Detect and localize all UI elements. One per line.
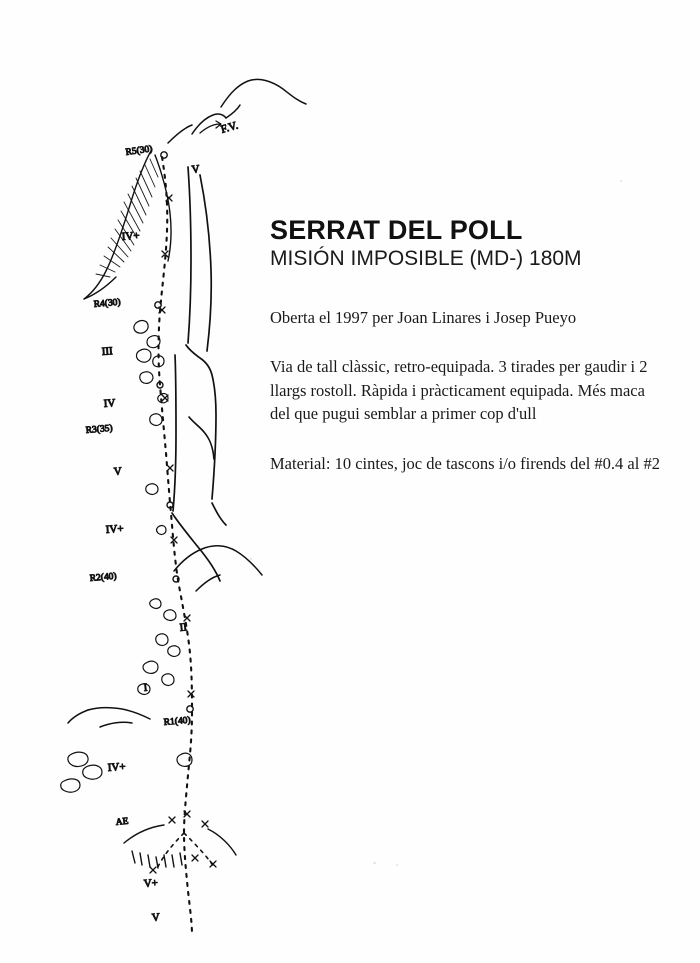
route-line	[159, 157, 193, 935]
route-topo-drawing	[40, 55, 310, 945]
page-title: SERRAT DEL POLL	[270, 215, 523, 245]
summit-ridge	[168, 79, 306, 143]
svg-text:V: V	[113, 465, 123, 478]
topo-labels	[85, 143, 200, 924]
paper-speck	[250, 558, 252, 560]
route-info-panel	[270, 215, 670, 475]
svg-text:R3(35): R3(35)	[85, 423, 114, 436]
gear-list-text: Material: 10 cintes, joc de tascons i/o firends del #0.4 al #2	[270, 453, 660, 473]
svg-text:R4(30): R4(30)	[93, 297, 122, 310]
ground-line	[124, 825, 236, 868]
rock-edges	[172, 167, 226, 581]
paper-speck	[396, 864, 398, 866]
exit-arrow	[200, 121, 221, 133]
svg-text:I: I	[143, 681, 148, 694]
svg-text:IV: IV	[103, 397, 116, 410]
upper-buttress	[84, 149, 171, 299]
belay-points	[155, 152, 193, 712]
svg-text:AE: AE	[115, 816, 129, 828]
svg-text:IV+: IV+	[105, 522, 124, 536]
svg-text:V+: V+	[143, 877, 159, 890]
svg-text:II: II	[179, 621, 188, 634]
buttress-hatching	[96, 159, 158, 277]
svg-text:R1(40): R1(40)	[163, 715, 192, 728]
svg-text:V: V	[151, 911, 161, 924]
route-description-text: Via de tall clàssic, retro-equipada. 3 tirades per gaudir i 2 llargs rostoll. Ràpida i pràcticament equipada. Més maca del que pugui semblar a primer cop d'ull	[270, 357, 648, 424]
svg-text:IV+: IV+	[121, 229, 140, 243]
svg-text:R5(30): R5(30)	[125, 144, 154, 158]
paper-speck	[373, 862, 376, 864]
route-subtitle: MISIÓN IMPOSIBLE (MD-) 180M	[270, 247, 582, 271]
paper-speck	[620, 180, 622, 182]
svg-text:III: III	[101, 345, 114, 358]
svg-text:V: V	[191, 163, 201, 176]
svg-text:R2(40): R2(40)	[89, 571, 118, 584]
exit-label: F.V.	[219, 119, 240, 136]
first-ascent-text: Oberta el 1997 per Joan Linares i Josep Pueyo	[270, 308, 577, 327]
svg-text:IV+: IV+	[107, 760, 126, 774]
